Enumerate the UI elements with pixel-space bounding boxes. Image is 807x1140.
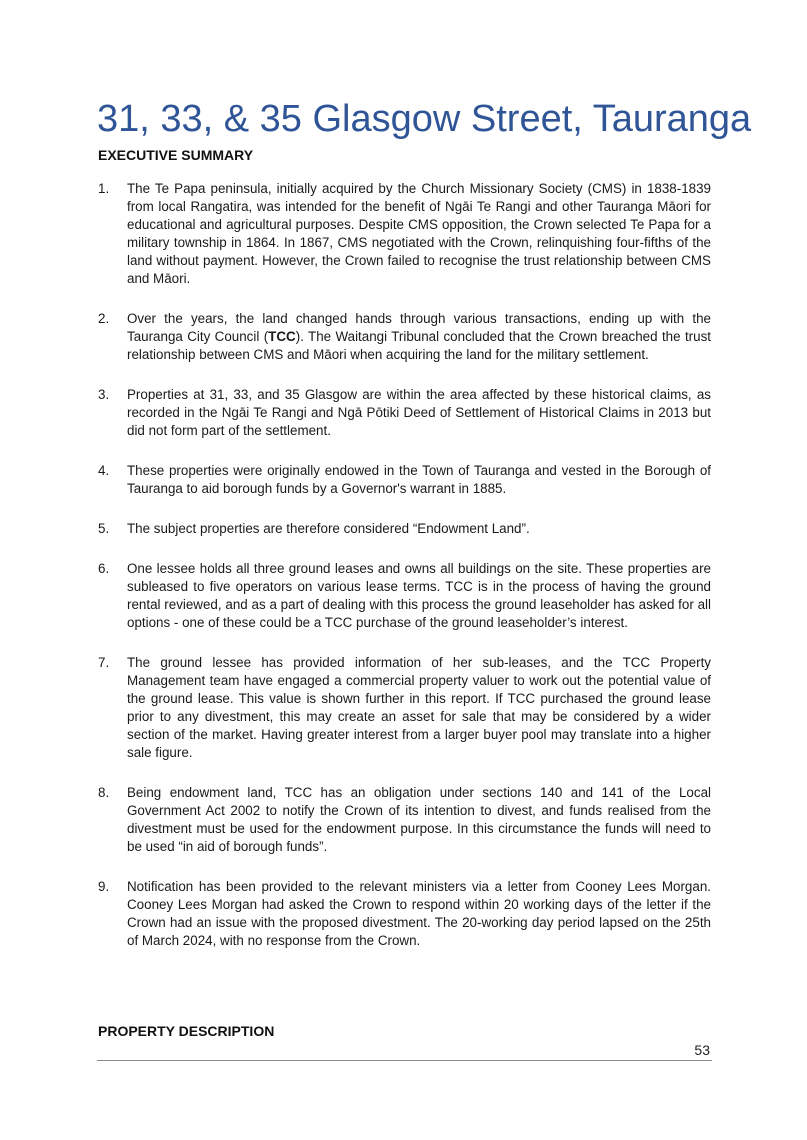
item-number: 8. [98, 785, 110, 800]
item-number: 6. [98, 561, 110, 576]
item-number: 5. [98, 521, 110, 536]
page-title: 31, 33, & 35 Glasgow Street, Tauranga [97, 98, 752, 140]
item-text: One lessee holds all three ground leases and owns all buildings on the site. These properties are subleased to five operators on various lease terms. TCC is in the process of having the ground rental reviewed, and as a part of dealing with this process the ground leaseholder has asked for all options - one of these could be a TCC purchase of the ground leaseholder’s interest. [127, 561, 711, 630]
item-text: These properties were originally endowed in the Town of Tauranga and vested in the Borough of Tauranga to aid borough funds by a Governor's warrant in 1885. [127, 463, 711, 496]
executive-summary-list [98, 180, 711, 972]
item-text: Properties at 31, 33, and 35 Glasgow are within the area affected by these historical claims, as recorded in the Ngāi Te Rangi and Ngā Pōtiki Deed of Settlement of Historical Claims in 2013 but did not form part of the settlement. [127, 387, 711, 438]
item-text [127, 311, 711, 362]
item-number: 2. [98, 311, 110, 326]
summary-item-1 [98, 180, 711, 288]
item-text: The Te Papa peninsula, initially acquired by the Church Missionary Society (CMS) in 1838-1839 from local Rangatira, was intended for the benefit of Ngāi Te Rangi and other Tauranga Māori for educational and agricultural purposes. Despite CMS opposition, the Crown selected Te Papa for a military township in 1864. In 1867, CMS negotiated with the Crown, relinquishing four-fifths of the land without payment. However, the Crown failed to recognise the trust relationship between CMS and Māori. [127, 181, 711, 286]
summary-item-8 [98, 784, 711, 856]
property-description-heading: PROPERTY DESCRIPTION [98, 1023, 275, 1039]
executive-summary-heading: EXECUTIVE SUMMARY [98, 147, 254, 163]
item-number: 7. [98, 655, 110, 670]
item-number: 9. [98, 879, 110, 894]
item-text-part: ). The Waitangi Tribunal concluded that the Crown breached the trust relationship between CMS and Māori when acquiring the land for the military settlement. [127, 329, 711, 362]
summary-item-5 [98, 520, 711, 538]
summary-item-9 [98, 878, 711, 950]
summary-item-2 [98, 310, 711, 364]
footer-divider [97, 1060, 712, 1061]
page-number: 53 [694, 1042, 710, 1058]
tcc-abbreviation: TCC [268, 329, 296, 344]
item-number: 3. [98, 387, 110, 402]
item-text: Notification has been provided to the relevant ministers via a letter from Cooney Lees Morgan. Cooney Lees Morgan had asked the Crown to respond within 20 working days of the letter if the Crown had an issue with the proposed divestment. The 20-working day period lapsed on the 25th of March 2024, with no response from the Crown. [127, 879, 711, 948]
item-text: The subject properties are therefore considered “Endowment Land”. [127, 521, 530, 536]
item-number: 1. [98, 181, 110, 196]
summary-item-6 [98, 560, 711, 632]
summary-item-7 [98, 654, 711, 762]
item-text: The ground lessee has provided information of her sub-leases, and the TCC Property Management team have engaged a commercial property valuer to work out the potential value of the ground lease. This value is shown further in this report. If TCC purchased the ground lease prior to any divestment, this may create an asset for sale that may be considered by a wider section of the market. Having greater interest from a larger buyer pool may translate into a higher sale figure. [127, 655, 711, 760]
item-text: Being endowment land, TCC has an obligation under sections 140 and 141 of the Local Government Act 2002 to notify the Crown of its intention to divest, and funds realised from the divestment must be used for the endowment purpose. In this circumstance the funds will need to be used “in aid of borough funds”. [127, 785, 711, 854]
summary-item-4 [98, 462, 711, 498]
summary-item-3 [98, 386, 711, 440]
item-number: 4. [98, 463, 110, 478]
item-text-part: Over the years, the land changed hands through various transactions, ending up with the Tauranga City Council ( [127, 311, 711, 344]
